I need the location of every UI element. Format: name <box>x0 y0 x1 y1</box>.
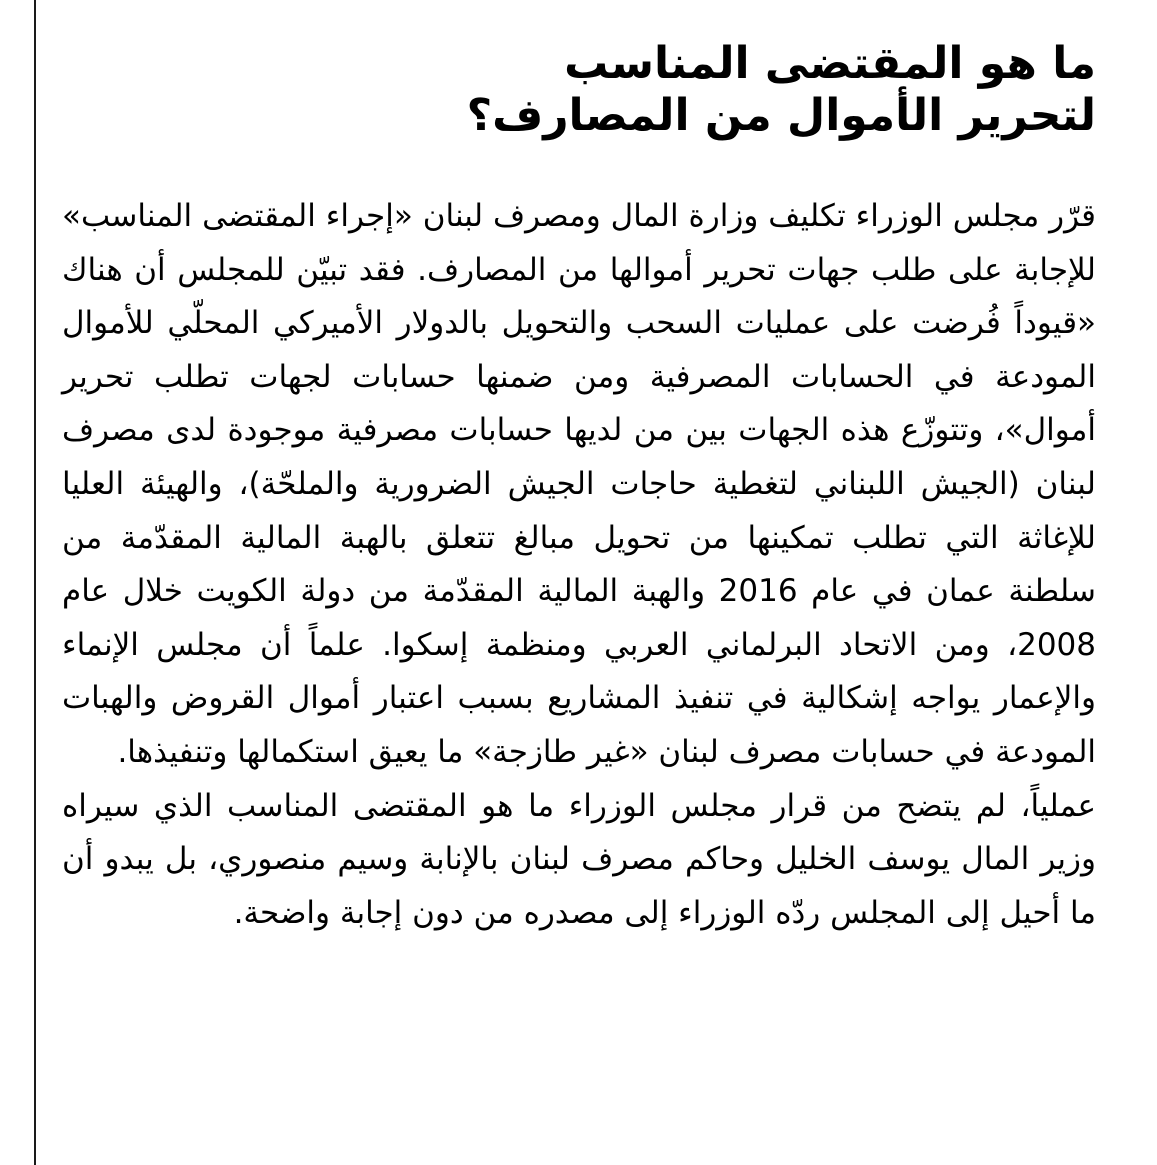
column-divider-rule <box>34 0 36 1165</box>
article-paragraph-2: عملياً، لم يتضح من قرار مجلس الوزراء ما هو المقتضى المناسب الذي سيراه وزير المال يوسف الخليل وحاكم مصرف لبنان بالإنابة وسيم منصوري، بل يبدو أن ما أحيل إلى المجلس ردّه الوزراء إلى مصدره من دون إجابة واضحة. <box>62 787 1096 931</box>
article-body <box>62 190 1096 940</box>
article-paragraph-1: قرّر مجلس الوزراء تكليف وزارة المال ومصرف لبنان «إجراء المقتضى المناسب» للإجابة على طلب جهات تحرير أموالها من المصارف. فقد تبيّن للمجلس أن هناك «قيوداً فُرضت على عمليات السحب والتحويل بالدولار الأميركي المحلّي للأموال المودعة في الحسابات المصرفية ومن ضمنها حسابات لجهات تطلب تحرير أموال»، وتتوزّع هذه الجهات بين من لديها حسابات مصرفية موجودة لدى مصرف لبنان (الجيش اللبناني لتغطية حاجات الجيش الضرورية والملحّة)، والهيئة العليا للإغاثة التي تطلب تمكينها من تحويل مبالغ تتعلق بالهبة المالية المقدّمة من سلطنة عمان في عام 2016 والهبة المالية المقدّمة من دولة الكويت خلال عام 2008، ومن الاتحاد البرلماني العربي ومنظمة إسكوا. علماً أن مجلس الإنماء والإعمار يواجه إشكالية في تنفيذ المشاريع بسبب اعتبار أموال القروض والهبات المودعة في حسابات مصرف لبنان «غير طازجة» ما يعيق استكمالها وتنفيذها. <box>62 198 1096 770</box>
article-headline <box>62 38 1096 142</box>
headline-line-2: لتحرير الأموال من المصارف؟ <box>466 90 1096 141</box>
headline-line-1: ما هو المقتضى المناسب <box>564 38 1096 89</box>
article <box>62 38 1096 940</box>
